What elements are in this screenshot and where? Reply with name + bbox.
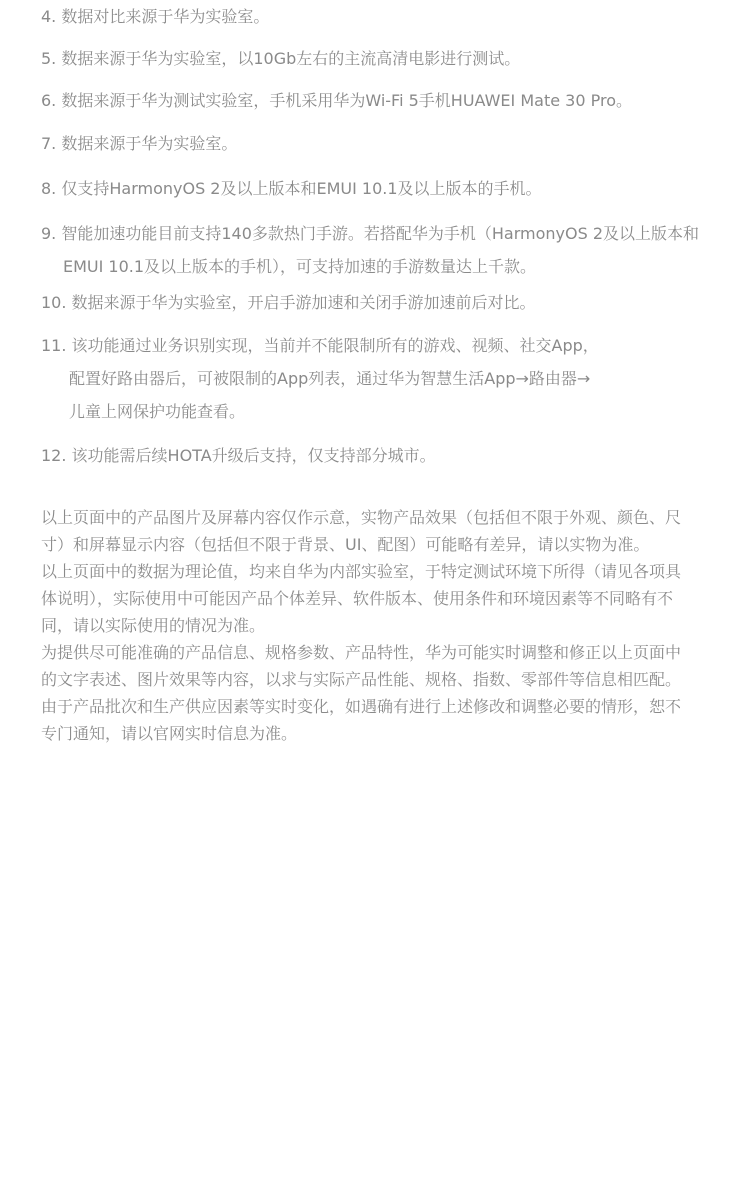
footnote-line: 儿童上网保护功能查看。	[69, 402, 246, 421]
footnote-12	[41, 439, 436, 472]
footnote-line: 5. 数据来源于华为实验室，以10Gb左右的主流高清电影进行测试。	[41, 49, 521, 68]
disclaimer-line: 为提供尽可能准确的产品信息、规格参数、产品特性，华为可能实时调整和修正以上页面中	[41, 643, 682, 662]
footnote-line: 9. 智能加速功能目前支持140多款热门手游。若搭配华为手机（HarmonyOS 2及以上版本和	[41, 224, 700, 243]
footnote-9	[41, 217, 699, 283]
footnote-5	[41, 42, 520, 75]
disclaimer-line: 以上页面中的数据为理论值，均来自华为内部实验室，于特定测试环境下所得（请见各项具	[41, 562, 682, 581]
disclaimer-paragraph-updates	[41, 639, 701, 747]
disclaimer-paragraph-images	[41, 504, 701, 558]
disclaimer-line: 的文字表述、图片效果等内容，以求与实际产品性能、规格、指数、零部件等信息相匹配。	[41, 670, 682, 689]
footnote-line: EMUI 10.1及以上版本的手机），可支持加速的手游数量达上千款。	[63, 257, 537, 276]
footnote-line: 配置好路由器后，可被限制的App列表，通过华为智慧生活App→路由器→	[69, 369, 591, 388]
disclaimer-line: 由于产品批次和生产供应因素等实时变化，如遇确有进行上述修改和调整必要的情形，恕不	[41, 697, 682, 716]
disclaimer-line: 体说明），实际使用中可能因产品个体差异、软件版本、使用条件和环境因素等不同略有不	[41, 589, 674, 608]
footnote-11	[41, 329, 599, 428]
footnote-line: 12. 该功能需后续HOTA升级后支持，仅支持部分城市。	[41, 446, 436, 465]
disclaimer-paragraph-data	[41, 558, 701, 639]
footnote-8	[41, 172, 542, 205]
footnote-line: 7. 数据来源于华为实验室。	[41, 134, 238, 153]
footnote-line: 8. 仅支持HarmonyOS 2及以上版本和EMUI 10.1及以上版本的手机。	[41, 179, 542, 198]
footnote-7	[41, 127, 237, 160]
disclaimer-line: 同，请以实际使用的情况为准。	[41, 616, 266, 635]
footnote-6	[41, 84, 632, 117]
footnote-line: 6. 数据来源于华为测试实验室，手机采用华为Wi-Fi 5手机HUAWEI Mate 30 Pro。	[41, 91, 632, 110]
footnote-line: 10. 数据来源于华为实验室，开启手游加速和关闭手游加速前后对比。	[41, 293, 536, 312]
disclaimer-block	[41, 504, 701, 747]
footnote-line: 4. 数据对比来源于华为实验室。	[41, 7, 270, 26]
disclaimer-line: 寸）和屏幕显示内容（包括但不限于背景、UI、配图）可能略有差异，请以实物为准。	[41, 535, 650, 554]
disclaimer-line: 以上页面中的产品图片及屏幕内容仅作示意，实物产品效果（包括但不限于外观、颜色、尺	[41, 508, 682, 527]
disclaimer-line: 专门通知，请以官网实时信息为准。	[41, 724, 298, 743]
footnote-10	[41, 286, 536, 319]
footnote-4	[41, 0, 269, 33]
footnote-line: 11. 该功能通过业务识别实现，当前并不能限制所有的游戏、视频、社交App，	[41, 336, 599, 355]
